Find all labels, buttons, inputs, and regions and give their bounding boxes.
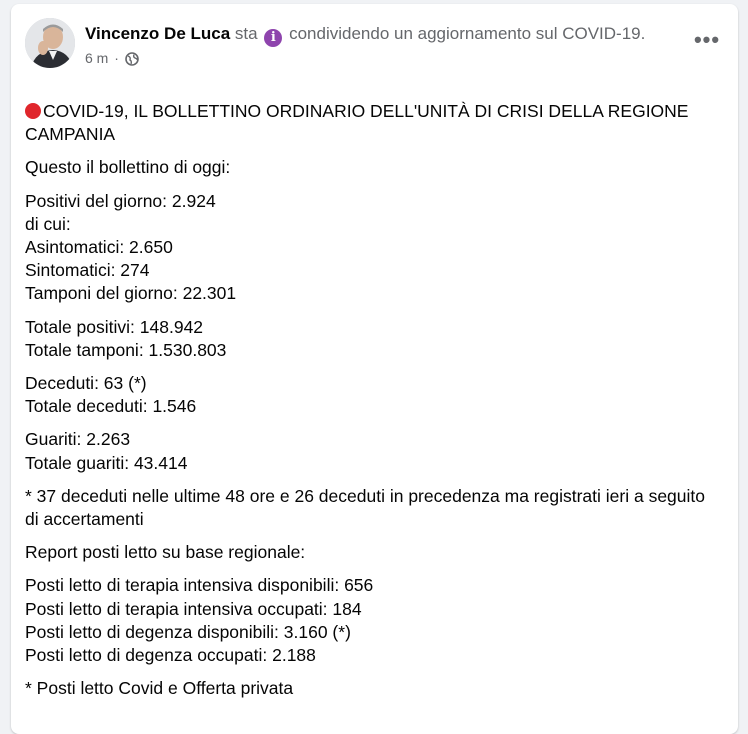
beds-note: * Posti letto Covid e Offerta privata [25,678,294,699]
info-icon: i [264,29,282,47]
avatar[interactable] [25,18,75,68]
stat-line: Totale deceduti: 1.546 [25,396,197,417]
stat-line: Sintomatici: 274 [25,260,150,281]
stat-line: Tamponi del giorno: 22.301 [25,283,237,304]
stat-line: Totale guariti: 43.414 [25,452,188,473]
more-options-icon[interactable]: ••• [693,27,721,52]
stat-line: di cui: [25,213,71,234]
author-name[interactable]: Vincenzo De Luca [85,24,231,43]
post-body [25,100,715,710]
day-stats [25,190,715,306]
post-meta [85,49,675,70]
profile-photo-icon [25,18,75,68]
stat-line: Positivi del giorno: 2.924 [25,190,216,211]
stat-line: Guariti: 2.263 [25,429,131,450]
activity-verb: sta [234,24,258,43]
red-circle-icon [25,103,41,119]
post-title [25,100,715,146]
stat-line: Asintomatici: 2.650 [25,237,173,258]
activity-line [85,22,675,47]
beds-stats [25,574,715,667]
stat-line: Posti letto di degenza disponibili: 3.160 (*) [25,621,351,642]
globe-icon[interactable] [125,52,139,70]
intro-text: Questo il bollettino di oggi: [25,157,231,178]
post-header [25,18,724,88]
deaths-note: * 37 deceduti nelle ultime 48 ore e 26 deceduti in precedenza ma registrati ieri a seguito di accertamenti [25,485,705,530]
stat-line: Totale positivi: 148.942 [25,316,204,337]
recovered-stats [25,428,715,474]
post-card [11,4,738,734]
post-title-text: COVID-19, IL BOLLETTINO ORDINARIO DELL'UNITÀ DI CRISI DELLA REGIONE CAMPANIA [25,101,689,145]
activity-text[interactable]: condividendo un aggiornamento sul COVID-19. [289,24,646,43]
stat-line: Totale tamponi: 1.530.803 [25,339,227,360]
totals-stats [25,316,715,362]
deaths-stats [25,372,715,418]
stat-line: Posti letto di degenza occupati: 2.188 [25,645,316,666]
stat-line: Deceduti: 63 (*) [25,373,147,394]
beds-intro: Report posti letto su base regionale: [25,542,306,563]
timestamp[interactable]: 6 m [85,50,109,66]
post-heading [85,22,675,70]
meta-separator: · [114,50,119,66]
stat-line: Posti letto di terapia intensiva occupati: 184 [25,598,362,619]
stat-line: Posti letto di terapia intensiva disponibili: 656 [25,575,374,596]
